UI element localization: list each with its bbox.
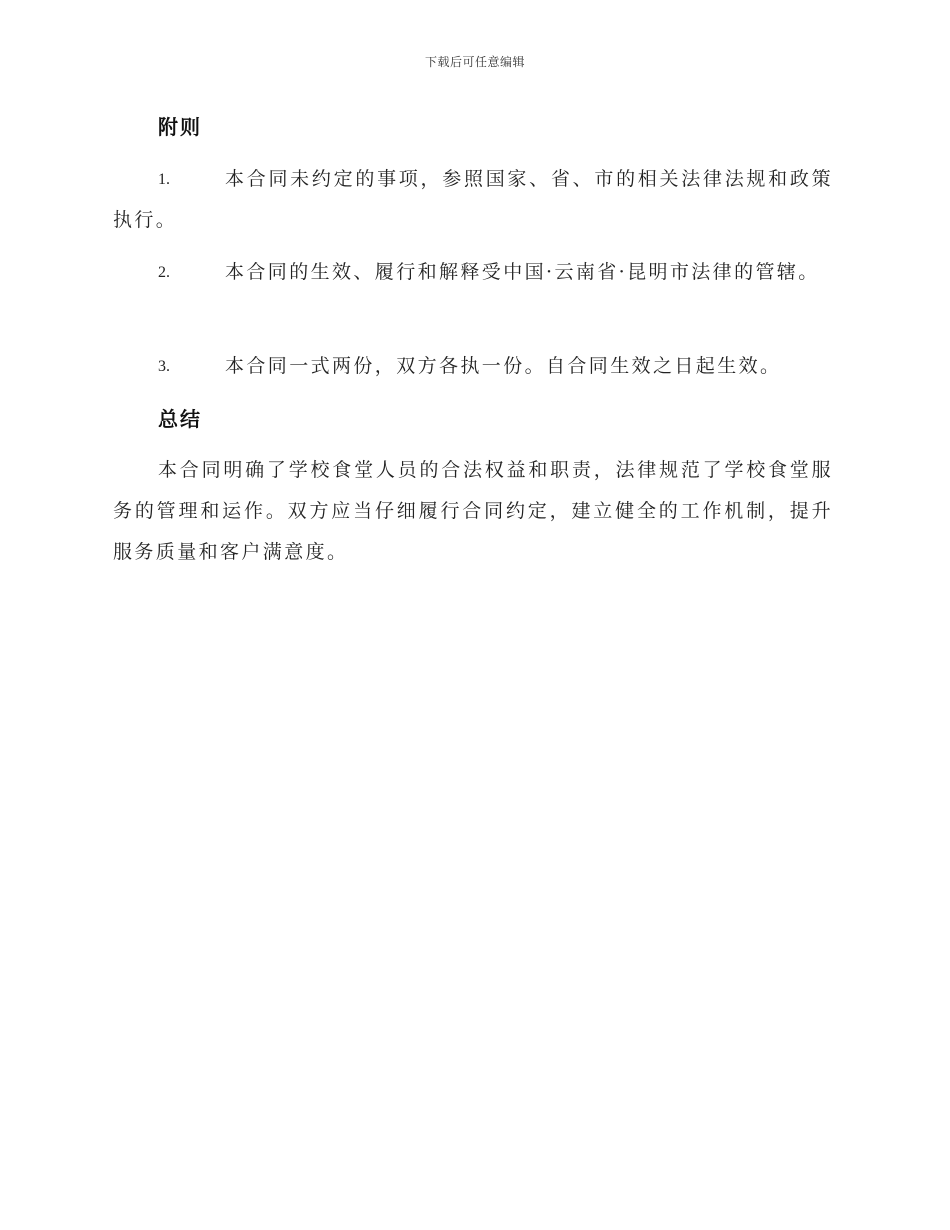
appendix-item-number: 1. — [158, 171, 170, 188]
page-header-note: 下载后可任意编辑 — [424, 55, 525, 69]
summary-heading: 总结 — [158, 407, 202, 431]
appendix-item-text: 本合同一式两份，双方各执一份。自合同生效之日起生效。 — [225, 355, 782, 377]
appendix-item-1 — [113, 159, 833, 241]
appendix-item-number: 2. — [158, 264, 170, 281]
appendix-item-2 — [113, 252, 833, 293]
summary-paragraph: 本合同明确了学校食堂人员的合法权益和职责，法律规范了学校食堂服务的管理和运作。双方应当仔细履行合同约定，建立健全的工作机制，提升服务质量和客户满意度。 — [113, 459, 833, 563]
appendix-item-number: 3. — [158, 358, 170, 375]
appendix-item-3 — [113, 346, 833, 387]
appendix-heading: 附则 — [158, 115, 202, 139]
appendix-item-text: 本合同未约定的事项，参照国家、省、市的相关法律法规和政策执行。 — [113, 168, 833, 231]
appendix-item-text: 本合同的生效、履行和解释受中国·云南省·昆明市法律的管辖。 — [225, 261, 820, 283]
